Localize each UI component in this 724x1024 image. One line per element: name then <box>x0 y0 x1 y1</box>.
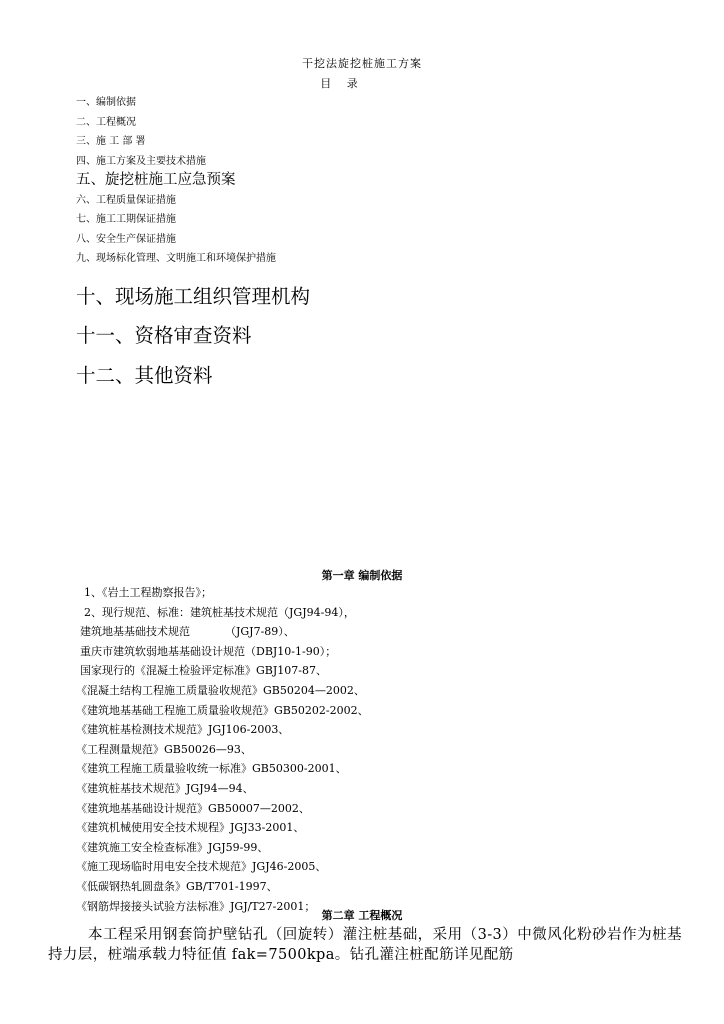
reference-item: 1、《岩土工程勘察报告》； <box>84 586 212 599</box>
document-title: 干挖法旋挖桩施工方案 <box>302 57 422 70</box>
toc-item-5: 五、旋挖桩施工应急预案 <box>76 172 236 188</box>
toc-item-8: 八、安全生产保证措施 <box>76 233 176 245</box>
reference-item: 《混凝土结构工程施工质量验收规范》GB50204—2002、 <box>76 683 365 697</box>
toc-heading: 目 录 <box>320 77 364 90</box>
reference-item: 《建筑地基基础设计规范》GB50007—2002、 <box>76 801 310 815</box>
reference-item: 国家现行的《混凝土检验评定标准》GBJ107-87、 <box>80 664 327 678</box>
reference-item: 《施工现场临时用电安全技术规范》JGJ46-2005、 <box>76 860 327 874</box>
toc-item-9: 九、现场标化管理、文明施工和环境保护措施 <box>76 253 276 264</box>
reference-list <box>76 583 696 916</box>
reference-item: 《低碳钢热轧圆盘条》GB/T701-1997、 <box>76 879 278 893</box>
chapter1-title: 第一章 编制依据 <box>321 569 403 582</box>
toc-item-1: 一、编制依据 <box>76 97 136 108</box>
toc-item-11: 十一、资格审查资料 <box>76 324 252 347</box>
reference-item: 《工程测量规范》GB50026—93、 <box>76 742 252 756</box>
chapter2-paragraph: 本工程采用钢套筒护壁钻孔（回旋转）灌注桩基础，采用（3-3）中微风化粉砂岩作为桩基持力层，桩端承载力特征值 fak=7500kpa。钻孔灌注桩配筋详见配筋 <box>48 927 682 963</box>
table-of-contents <box>76 93 676 385</box>
reference-item: 《建筑工程施工质量验收统一标准》GB50300-2001、 <box>76 762 347 776</box>
toc-item-7: 七、施工工期保证措施 <box>76 214 176 225</box>
reference-item: 《建筑地基基础工程施工质量验收规范》GB50202-2002、 <box>76 703 369 717</box>
chapter2-title: 第二章 工程概况 <box>321 909 403 922</box>
reference-item: 《建筑施工安全检查标准》JGJ59-99、 <box>76 840 269 854</box>
reference-item: 建筑地基基础技术规范 （JGJ7-89）、 <box>80 625 295 639</box>
toc-item-12: 十二、其他资料 <box>76 363 213 387</box>
reference-item: 重庆市建筑软弱地基基础设计规范（DBJ10-1-90）； <box>80 644 337 658</box>
toc-item-10: 十、现场施工组织管理机构 <box>76 284 311 308</box>
reference-item: 《建筑桩基检测技术规范》JGJ106-2003、 <box>76 723 290 737</box>
toc-item-3: 三、施 工 部 署 <box>76 136 146 147</box>
reference-item: 《钢筋焊接接头试验方法标准》JGJ/T27-2001； <box>76 899 316 913</box>
reference-item: 《建筑机械使用安全技术规程》JGJ33-2001、 <box>76 821 305 835</box>
toc-item-2: 二、工程概况 <box>76 116 136 128</box>
reference-item: 2、现行规范、标准：建筑桩基技术规范（JGJ94-94）， <box>84 605 355 619</box>
toc-item-4: 四、施工方案及主要技术措施 <box>76 155 206 167</box>
toc-item-6: 六、工程质量保证措施 <box>76 194 176 206</box>
reference-item: 《建筑桩基技术规范》JGJ94—94、 <box>76 781 254 795</box>
